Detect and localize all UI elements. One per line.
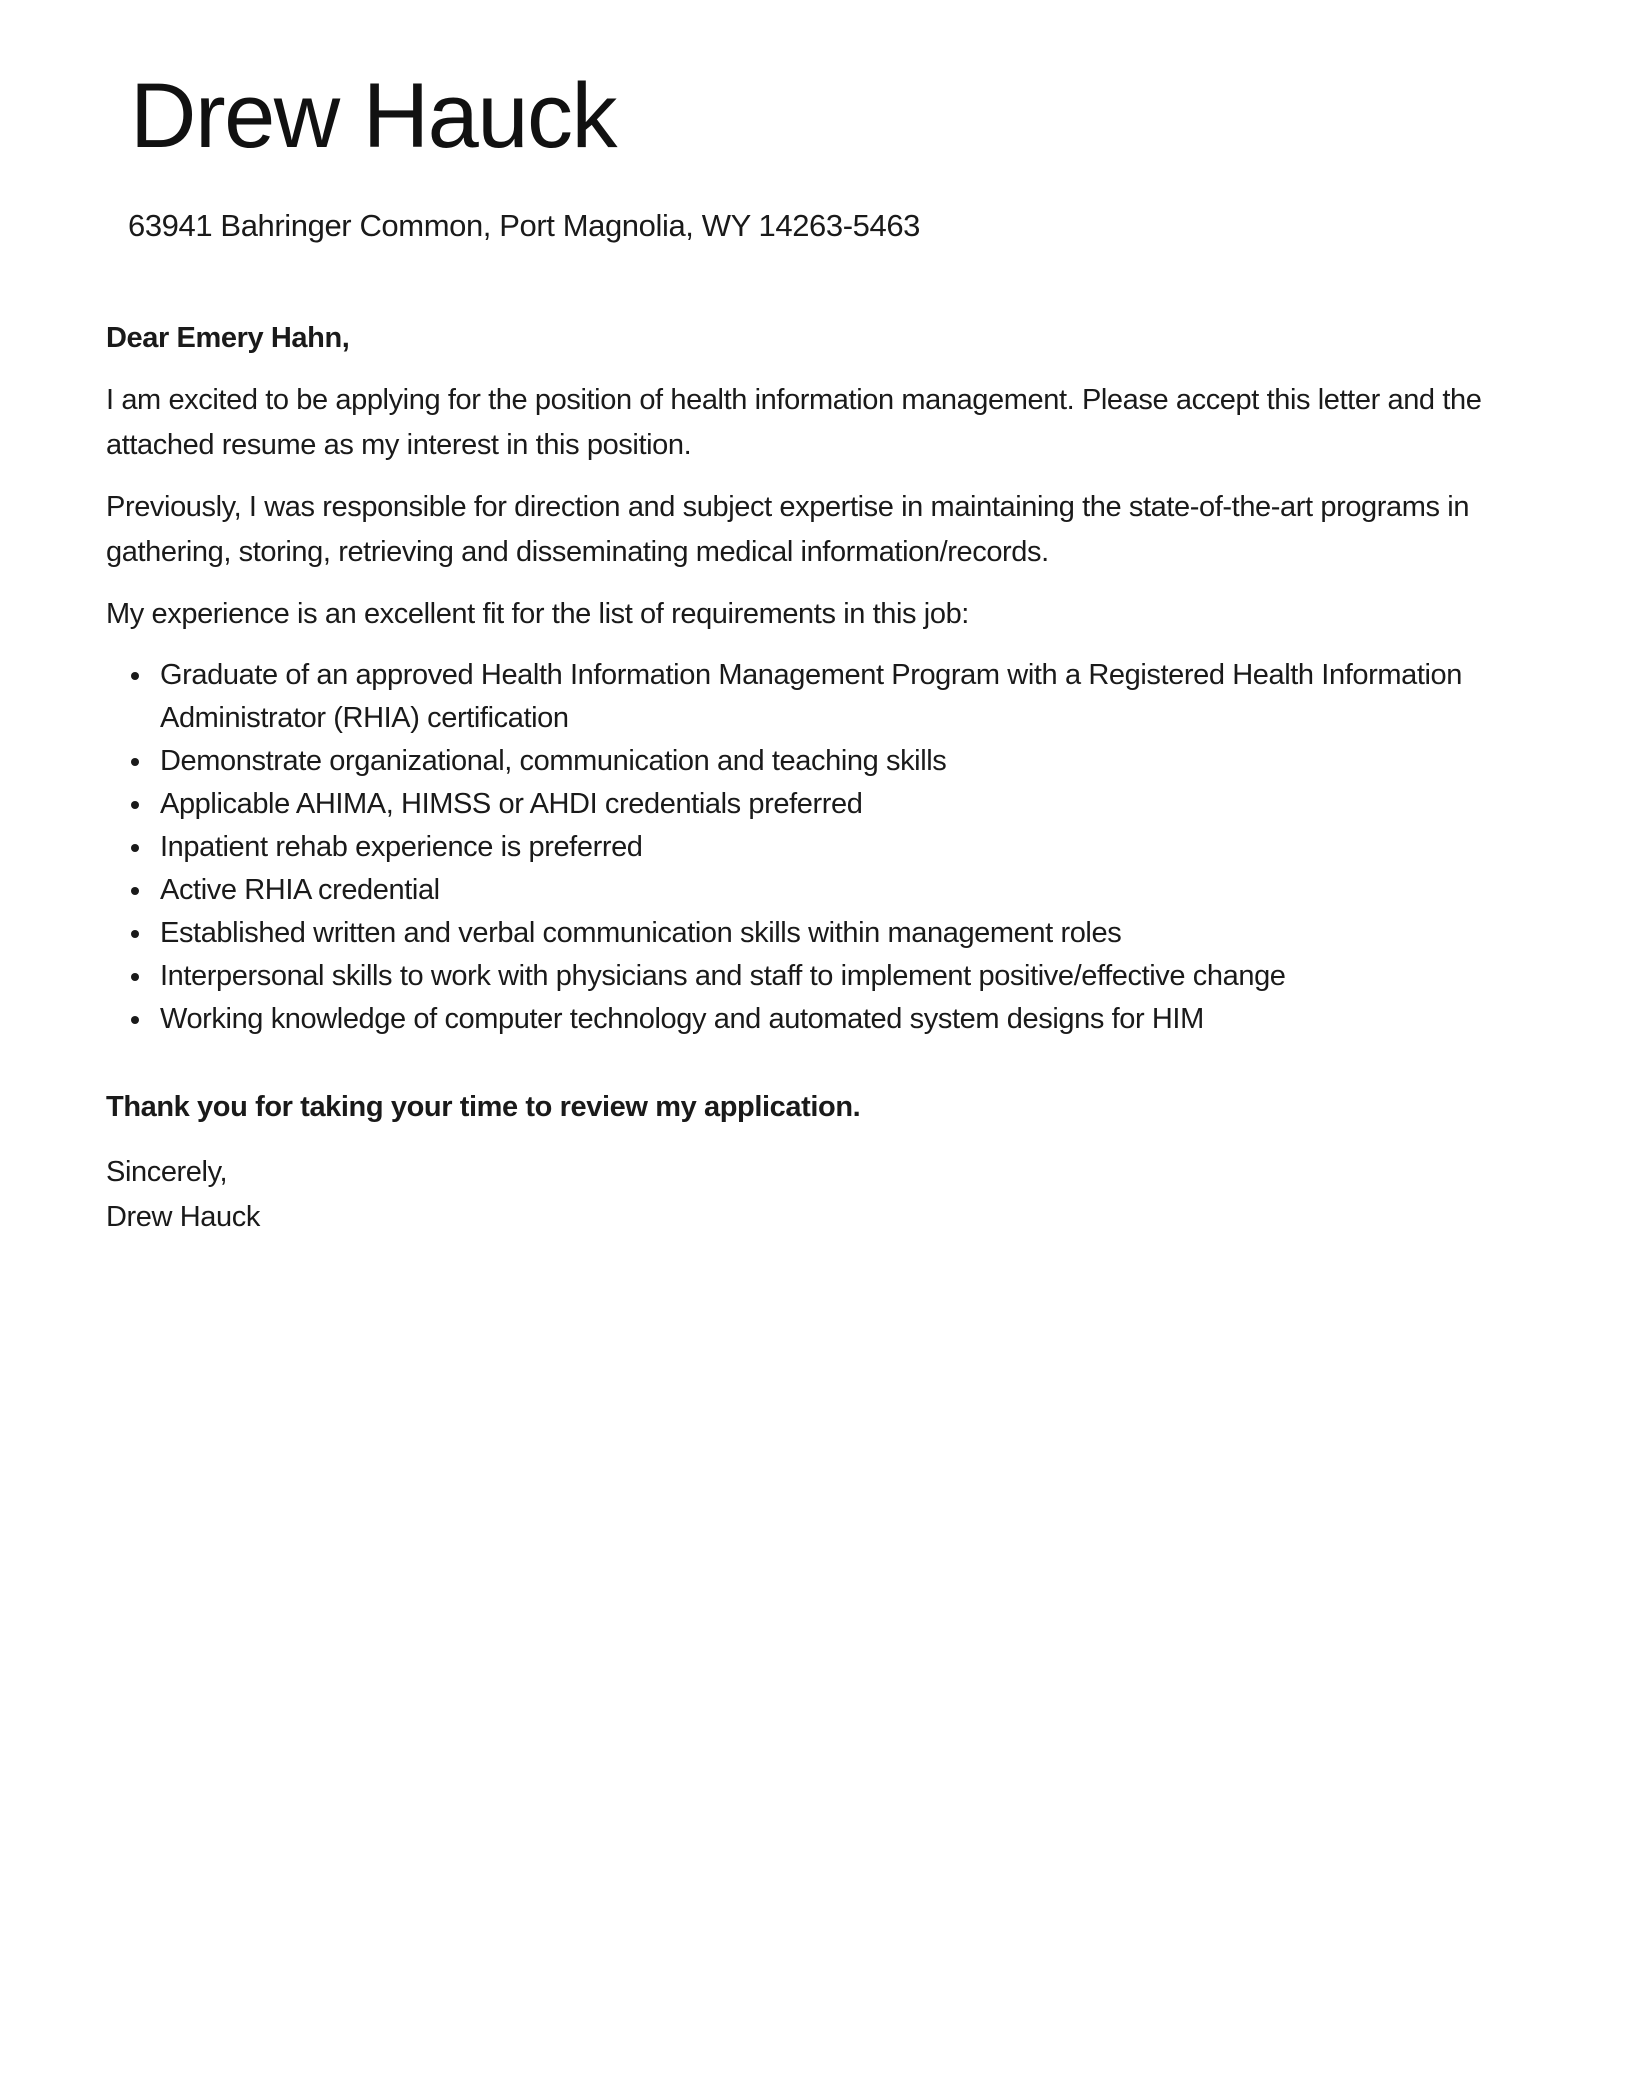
requirement-item: • Working knowledge of computer technology and automated system designs for HIM [154,998,1540,1041]
requirement-item: • Inpatient rehab experience is preferred [154,826,1540,869]
requirement-item: • Active RHIA credential [154,869,1540,912]
requirement-item: • Demonstrate organizational, communication and teaching skills [154,740,1540,783]
signature-name: Drew Hauck [106,1201,260,1233]
paragraph-previous-experience: Previously, I was responsible for direction and subject expertise in maintaining the state-of-the-art programs in gathering, storing, retrieving and disseminating medical information/records. [106,491,1470,568]
letter-header [106,65,1540,244]
sender-name: Drew Hauck [130,65,617,167]
signoff: Sincerely, [106,1156,228,1188]
salutation: Dear Emery Hahn, [106,322,350,354]
paragraph-fit-statement: My experience is an excellent fit for the list of requirements in this job: [106,598,969,630]
closing-thanks: Thank you for taking your time to review my application. [106,1091,861,1123]
requirement-item: • Applicable AHIMA, HIMSS or AHDI credentials preferred [154,783,1540,826]
letter-body [106,316,1540,1240]
sender-address: 63941 Bahringer Common, Port Magnolia, WY 14263-5463 [128,208,920,243]
paragraph-intro: I am excited to be applying for the position of health information management. Please accept this letter and the attached resume as my interest in this position. [106,384,1482,461]
requirement-item: • Graduate of an approved Health Information Management Program with a Registered Health Information Administrator (RHIA) certification [154,654,1540,740]
signoff-block [106,1150,1540,1240]
requirement-item: • Interpersonal skills to work with physicians and staff to implement positive/effective change [154,955,1540,998]
requirements-list [106,654,1540,1041]
requirement-item: • Established written and verbal communication skills within management roles [154,912,1540,955]
